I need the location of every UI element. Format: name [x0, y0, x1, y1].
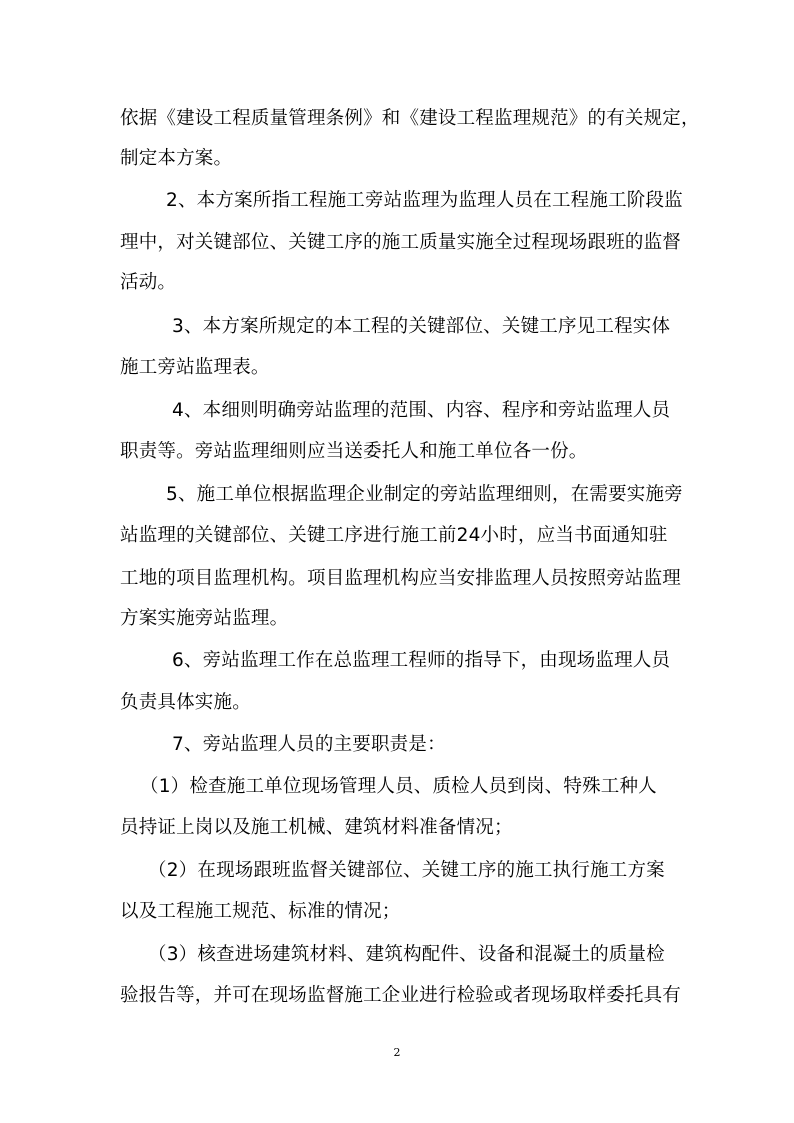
text-line-17: （1）检查施工单位现场管理人员、质检人员到岗、特殊工种人: [140, 776, 657, 797]
text-line-9: 职责等。旁站监理细则应当送委托人和施工单位各一份。: [120, 441, 588, 462]
text-line-14: 6、旁站监理工作在总监理工程师的指导下，由现场监理人员: [172, 650, 671, 671]
text-line-16: 7、旁站监理人员的主要职责是：: [172, 734, 446, 755]
text-line-22: 验报告等，并可在现场监督施工企业进行检验或者现场取样委托具有: [120, 985, 682, 1006]
text-line-15: 负责具体实施。: [120, 692, 251, 713]
text-line-21: （3）核查进场建筑材料、建筑构配件、设备和混凝土的质量检: [148, 944, 665, 965]
text-line-10: 5、施工单位根据监理企业制定的旁站监理细则，在需要实施旁: [166, 484, 683, 505]
text-line-12: 工地的项目监理机构。项目监理机构应当安排监理人员按照旁站监理: [120, 568, 682, 589]
text-line-2: 制定本方案。: [120, 148, 233, 169]
text-line-7: 施工旁站监理表。: [120, 357, 270, 378]
text-line-5: 活动。: [120, 272, 177, 293]
text-line-13: 方案实施旁站监理。: [120, 608, 289, 629]
page-number: 2: [393, 1046, 401, 1059]
text-line-4: 理中，对关键部位、关键工序的施工质量实施全过程现场跟班的监督: [120, 232, 682, 253]
text-line-18: 员持证上岗以及施工机械、建筑材料准备情况；: [120, 817, 513, 838]
text-line-19: （2）在现场跟班监督关键部位、关键工序的施工执行施工方案: [148, 860, 665, 881]
text-line-20: 以及工程施工规范、标准的情况；: [120, 901, 401, 922]
text-line-6: 3、本方案所规定的本工程的关键部位、关键工序见工程实体: [172, 316, 671, 337]
text-line-3: 2、本方案所指工程施工旁站监理为监理人员在工程施工阶段监: [166, 190, 683, 211]
text-line-8: 4、本细则明确旁站监理的范围、内容、程序和旁站监理人员: [172, 400, 671, 421]
text-line-1: 依据《建设工程质量管理条例》和《建设工程监理规范》的有关规定，: [120, 108, 700, 129]
text-line-11: 站监理的关键部位、关键工序进行施工前24小时，应当书面通知驻: [120, 525, 668, 546]
